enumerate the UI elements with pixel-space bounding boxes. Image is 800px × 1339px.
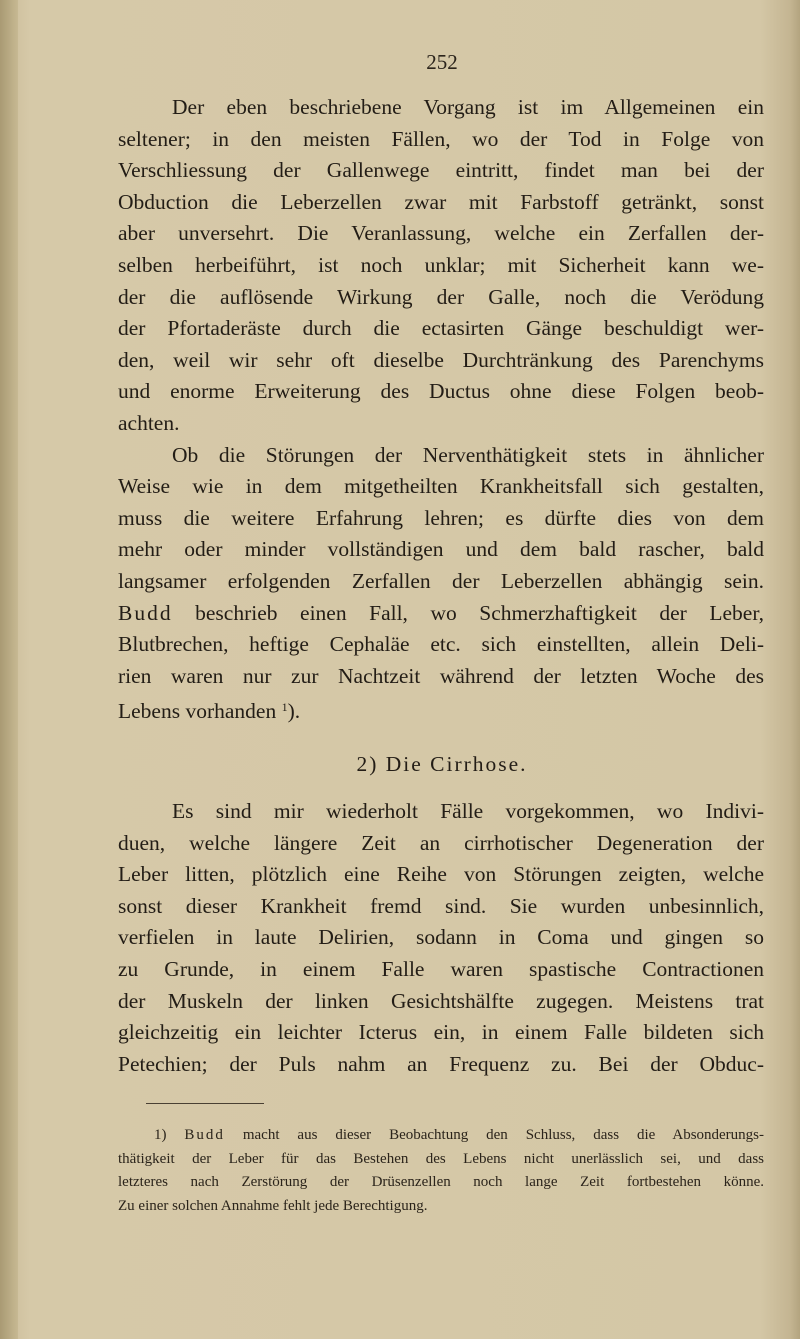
text-line: der Pfortaderäste durch die ectasirten Gänge beschuldigt wer-	[118, 316, 764, 341]
text-line: seltener; in den meisten Fällen, wo der Tod in Folge von	[118, 126, 764, 151]
footnote-line	[118, 1124, 764, 1148]
text-span: Lebens vorhanden	[118, 699, 277, 724]
text-line: rien waren nur zur Nachtzeit während der letzten Woche des	[118, 663, 764, 688]
text-line: Obduction die Leberzellen zwar mit Farbstoff getränkt, sonst	[118, 189, 764, 214]
section-heading: 2) Die Cirrhose.	[356, 752, 528, 776]
text-line: der die auflösende Wirkung der Galle, noch die Verödung	[118, 284, 764, 309]
text-line: gleichzeitig ein leichter Icterus ein, in einem Falle bildeten sich	[118, 1020, 764, 1045]
footnote-line: thätigkeit der Leber für das Bestehen des Lebens nicht unerlässlich sei, und dass	[118, 1150, 764, 1167]
text-span: beschrieb einen Fall, wo Schmerzhaftigkeit der Leber,	[195, 600, 764, 625]
text-line: Blutbrechen, heftige Cephaläe etc. sich einstellten, allein Deli-	[118, 632, 764, 657]
text-line: Leber litten, plötzlich eine Reihe von Störungen zeigten, welche	[118, 862, 764, 887]
text-line	[118, 598, 764, 630]
text-line: Es sind mir wiederholt Fälle vorgekommen, wo Indivi-	[172, 799, 764, 823]
text-line: mehr oder minder vollständigen und dem bald rascher, bald	[118, 537, 764, 562]
text-line: selben herbeiführt, ist noch unklar; mit Sicherheit kann we-	[118, 252, 764, 277]
paragraph-3	[118, 796, 764, 1080]
text-line: aber unversehrt. Die Veranlassung, welche ein Zerfallen der-	[118, 221, 764, 246]
page-number: 252	[426, 50, 458, 74]
text-line: achten.	[118, 410, 180, 435]
paragraph-1	[118, 92, 764, 724]
text-line	[118, 692, 764, 724]
page-binding-edge	[0, 0, 18, 1339]
author-name-budd: Budd	[118, 600, 173, 625]
text-line: langsamer erfolgenden Zerfallen der Leberzellen abhängig sein.	[118, 568, 764, 593]
footnote-reference: 1	[281, 700, 288, 715]
text-line: Ob die Störungen der Nerventhätigkeit stets in ähnlicher	[172, 442, 764, 467]
text-line: Der eben beschriebene Vorgang ist im Allgemeinen ein	[172, 95, 764, 119]
text-line: duen, welche längere Zeit an cirrhotischer Degeneration der	[118, 830, 764, 855]
text-line: den, weil wir sehr oft dieselbe Durchtränkung des Parenchyms	[118, 347, 764, 372]
text-line: und enorme Erweiterung des Ductus ohne diese Folgen beob-	[118, 379, 764, 404]
footnote-marker: 1)	[154, 1127, 167, 1143]
text-span: ).	[287, 699, 301, 724]
text-line: sonst dieser Krankheit fremd sind. Sie wurden unbesinnlich,	[118, 893, 764, 918]
text-line: Weise wie in dem mitgetheilten Krankheitsfall sich gestalten,	[118, 474, 764, 499]
footnote-line: Zu einer solchen Annahme fehlt jede Berechtigung.	[118, 1197, 428, 1214]
text-span: macht aus dieser Beobachtung den Schluss, dass die Absonderungs-	[242, 1127, 765, 1143]
footnote	[118, 1124, 764, 1218]
text-line: muss die weitere Erfahrung lehren; es dürfte dies von dem	[118, 505, 764, 530]
text-line: Verschliessung der Gallenwege eintritt, findet man bei der	[118, 158, 764, 183]
text-line: zu Grunde, in einem Falle waren spastische Contractionen	[118, 956, 764, 981]
footnote-divider	[146, 1103, 264, 1104]
text-line: Petechien; der Puls nahm an Frequenz zu. Bei der Obduc-	[118, 1051, 764, 1076]
footnote-line: letzteres nach Zerstörung der Drüsenzellen noch lange Zeit fortbestehen könne.	[118, 1174, 764, 1190]
text-line: der Muskeln der linken Gesichtshälfte zugegen. Meistens trat	[118, 988, 764, 1013]
text-line: verfielen in laute Delirien, sodann in Coma und gingen so	[118, 925, 764, 950]
author-name-budd: Budd	[184, 1127, 225, 1143]
